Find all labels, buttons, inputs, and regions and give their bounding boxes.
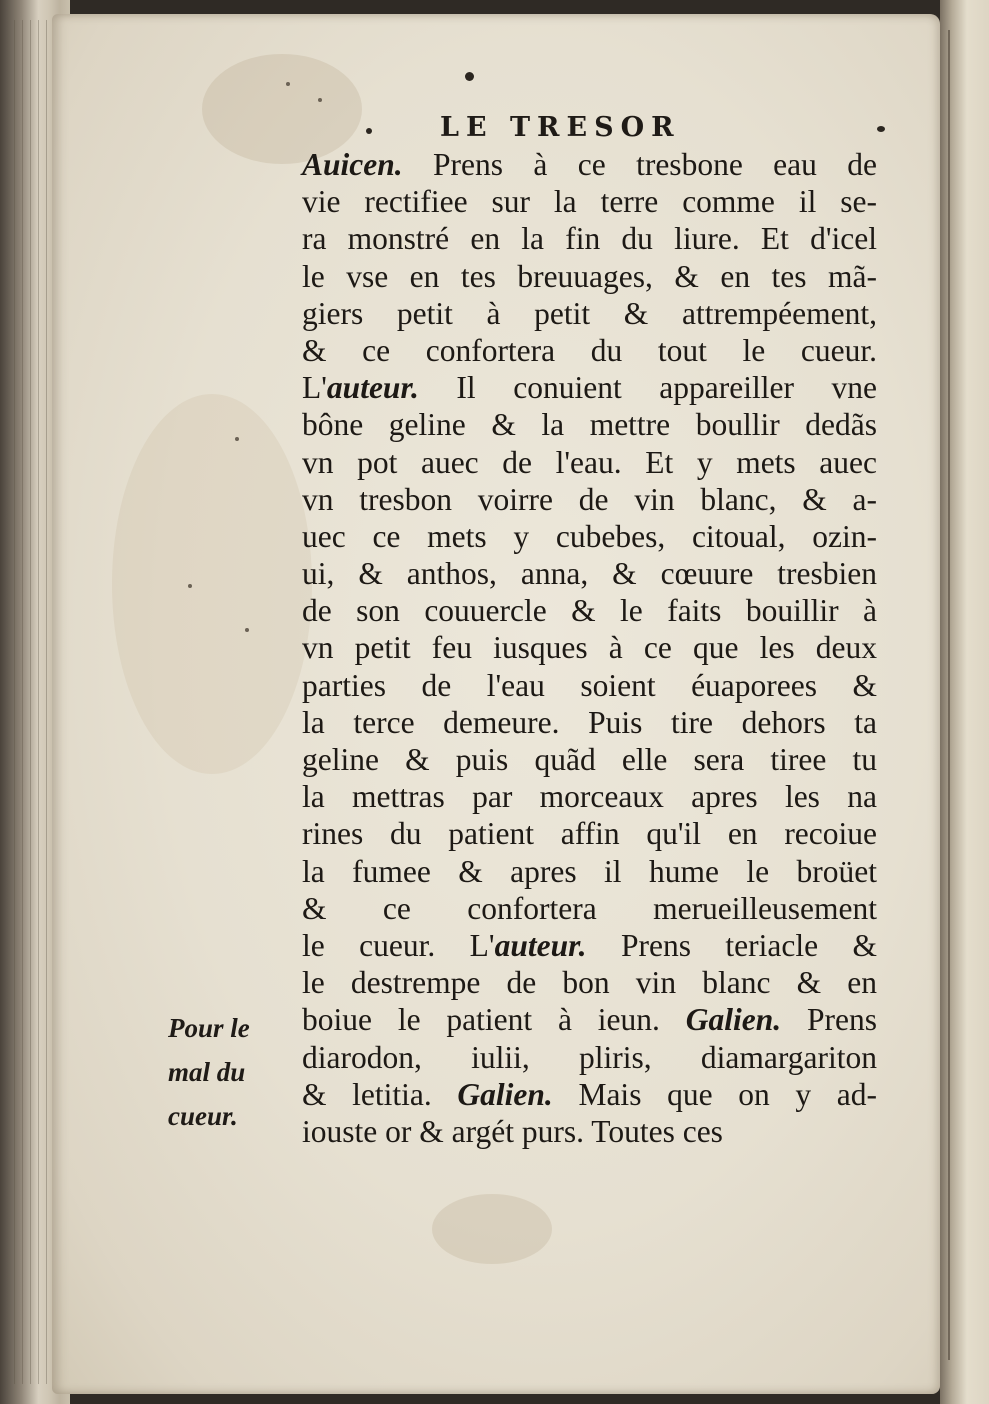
body-text xyxy=(302,146,877,1150)
text-run: le vse en tes breuuages, & en tes mã- xyxy=(302,258,877,294)
text-line xyxy=(302,1113,877,1150)
text-line xyxy=(302,629,877,666)
text-run: & ce confortera merueilleusement xyxy=(302,890,877,926)
ink-speck xyxy=(877,126,885,132)
text-line xyxy=(302,815,877,852)
margin-note-line: mal du xyxy=(168,1057,246,1087)
text-line xyxy=(302,1039,877,1076)
text-run: vn petit feu iusques à ce que les deux xyxy=(302,630,877,666)
text-line xyxy=(302,1076,877,1113)
margin-note xyxy=(168,1006,288,1138)
text-run: rines du patient affin qu'il en recoiue xyxy=(302,816,877,852)
author-citation: auteur. xyxy=(494,927,587,963)
text-run: geline & puis quãd elle sera tiree tu xyxy=(302,742,877,777)
ink-speck xyxy=(235,437,239,441)
text-line xyxy=(302,295,877,332)
text-run: vn tresbon voirre de vin blanc, & a- xyxy=(302,481,877,517)
text-run: vn pot auec de l'eau. Et y mets auec xyxy=(302,444,877,480)
text-line xyxy=(302,927,877,964)
text-run: L' xyxy=(302,370,327,406)
text-run: giers petit à petit & attrempéement, xyxy=(302,295,877,331)
text-run: le destrempe de bon vin blanc & en xyxy=(302,965,877,1001)
author-citation: Galien. xyxy=(457,1076,553,1112)
running-head: LE TRESOR xyxy=(440,112,681,143)
ink-speck xyxy=(286,82,290,86)
text-run: Prens teriacle & xyxy=(586,927,877,963)
text-run: Prens xyxy=(781,1002,878,1038)
text-run: Mais que on y ad- xyxy=(552,1076,877,1112)
facing-page-edge xyxy=(940,0,989,1404)
margin-note-line: Pour le xyxy=(168,1013,250,1043)
text-line xyxy=(302,258,877,295)
text-run: & ce confortera du tout le cueur. xyxy=(302,332,877,368)
text-run: iouste or & argét purs. Toutes ces xyxy=(302,1113,723,1149)
text-line xyxy=(302,778,877,815)
text-run: ui, & anthos, anna, & cœuure tresbien xyxy=(302,556,877,592)
text-run: la fumee & apres il hume le broüet xyxy=(302,853,877,889)
text-run: le cueur. L' xyxy=(302,927,495,963)
ink-speck xyxy=(318,98,322,102)
text-line xyxy=(302,741,877,778)
text-run: la terce demeure. Puis tire dehors ta xyxy=(302,704,877,740)
text-run: Il conuient appareiller vne xyxy=(418,370,877,406)
text-run: parties de l'eau soient éuaporees & xyxy=(302,667,877,703)
text-line xyxy=(302,481,877,518)
text-line xyxy=(302,406,877,443)
text-line xyxy=(302,183,877,220)
text-run: & letitia. xyxy=(302,1076,458,1112)
ink-speck xyxy=(188,584,192,588)
text-line xyxy=(302,1001,877,1038)
ink-speck xyxy=(245,628,249,632)
author-citation: auteur. xyxy=(326,370,419,406)
ink-speck xyxy=(465,72,474,81)
text-run: de son couuercle & le faits bouillir à xyxy=(302,593,877,629)
text-line xyxy=(302,369,877,406)
author-citation: Galien. xyxy=(685,1002,782,1038)
text-line xyxy=(302,220,877,257)
text-line xyxy=(302,964,877,1001)
text-line xyxy=(302,555,877,592)
text-line xyxy=(302,518,877,555)
text-line xyxy=(302,704,877,741)
text-run: vie rectifiee sur la terre comme il se- xyxy=(302,184,877,220)
text-line xyxy=(302,592,877,629)
text-line xyxy=(302,890,877,927)
text-run: la mettras par morceaux apres les na xyxy=(302,779,877,815)
text-line xyxy=(302,332,877,369)
text-run: diarodon, iulii, pliris, diamargariton xyxy=(302,1039,877,1075)
text-run: uec ce mets y cubebes, citoual, ozin- xyxy=(302,518,877,554)
margin-note-line: cueur. xyxy=(168,1101,238,1131)
text-line xyxy=(302,853,877,890)
text-line xyxy=(302,667,877,704)
text-run: ra monstré en la fin du liure. Et d'icel xyxy=(302,221,877,257)
author-citation: Auicen. xyxy=(302,147,403,182)
text-run: boiue le patient à ieun. xyxy=(302,1002,686,1038)
text-run: Prens à ce tresbone eau de xyxy=(402,147,877,182)
text-line xyxy=(302,444,877,481)
text-run: bône geline & la mettre boullir dedãs xyxy=(302,407,877,443)
text-line xyxy=(302,146,877,183)
ink-speck xyxy=(366,128,372,134)
